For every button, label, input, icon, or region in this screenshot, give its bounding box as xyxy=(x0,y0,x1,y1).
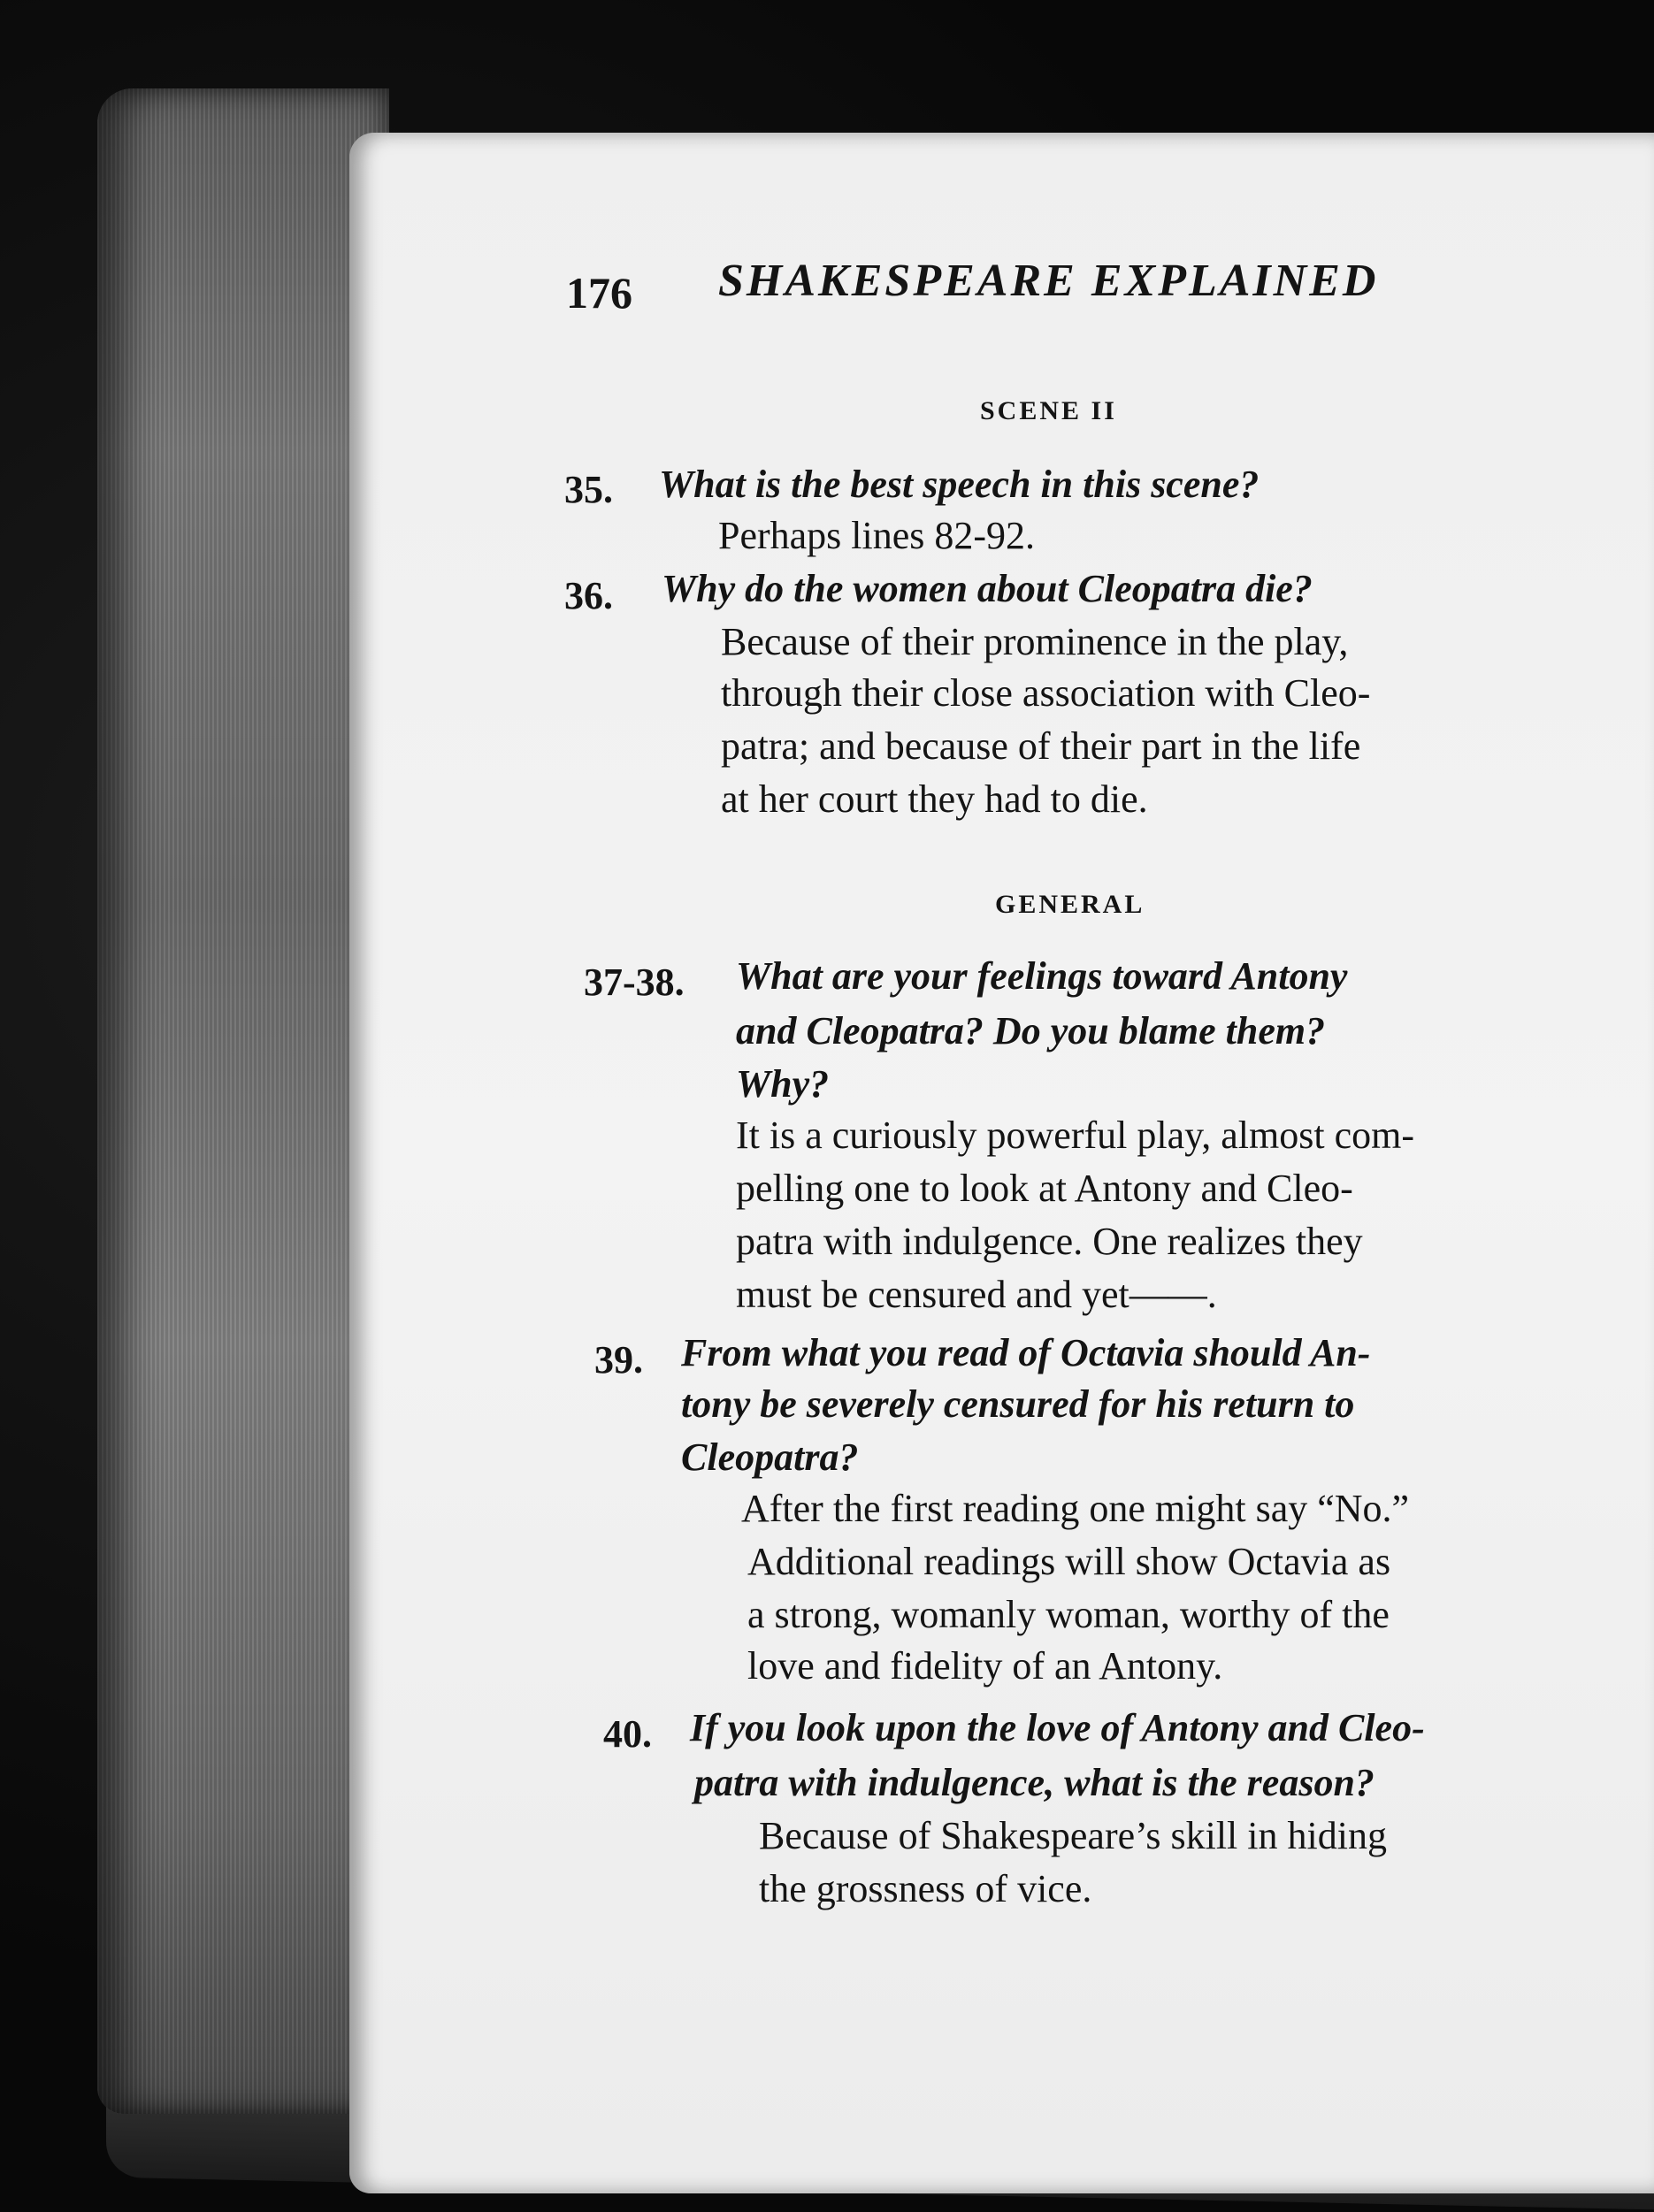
answer-line: at her court they had to die. xyxy=(721,777,1148,821)
item-number: 35. xyxy=(564,468,613,511)
answer-line: a strong, womanly woman, worthy of the xyxy=(747,1593,1390,1636)
answer-line: After the first reading one might say “No.” xyxy=(741,1487,1410,1530)
answer-line: Because of Shakespeare’s skill in hiding xyxy=(759,1814,1387,1857)
answer-line: pelling one to look at Antony and Cleo- xyxy=(736,1167,1353,1210)
answer-line: must be censured and yet——. xyxy=(736,1273,1217,1316)
book-page-edges xyxy=(97,88,389,2114)
item-number: 37-38. xyxy=(584,961,685,1004)
question-line: patra with indulgence, what is the reason? xyxy=(694,1761,1375,1804)
question-line: Cleopatra? xyxy=(681,1435,859,1479)
answer-line: Additional readings will show Octavia as xyxy=(747,1540,1391,1583)
question-line: Why? xyxy=(736,1062,830,1106)
question-line: If you look upon the love of Antony and Cleo- xyxy=(690,1706,1425,1749)
answer-line: It is a curiously powerful play, almost com- xyxy=(736,1114,1414,1157)
answer-line: Perhaps lines 82-92. xyxy=(718,514,1036,557)
section-heading-scene: SCENE II xyxy=(980,396,1117,425)
answer-line: patra; and because of their part in the life xyxy=(721,724,1361,768)
answer-line: love and fidelity of an Antony. xyxy=(747,1644,1223,1688)
question-line: What is the best speech in this scene? xyxy=(659,463,1260,506)
question-line: What are your feelings toward Antony xyxy=(736,954,1348,998)
item-number: 36. xyxy=(564,574,613,617)
question-line: and Cleopatra? Do you blame them? xyxy=(736,1009,1326,1052)
page-number: 176 xyxy=(566,268,632,318)
question-line: tony be severely censured for his return to xyxy=(681,1382,1355,1426)
running-title: SHAKESPEARE EXPLAINED xyxy=(718,256,1379,306)
answer-line: the grossness of vice. xyxy=(759,1867,1092,1910)
answer-line: through their close association with Cleo- xyxy=(721,671,1371,715)
answer-line: Because of their prominence in the play, xyxy=(721,620,1349,663)
section-heading-general: GENERAL xyxy=(995,890,1145,919)
item-number: 39. xyxy=(594,1338,643,1382)
question-line: Why do the women about Cleopatra die? xyxy=(662,567,1313,610)
question-line: From what you read of Octavia should An- xyxy=(681,1331,1371,1374)
item-number: 40. xyxy=(603,1712,652,1756)
answer-line: patra with indulgence. One realizes they xyxy=(736,1220,1363,1263)
